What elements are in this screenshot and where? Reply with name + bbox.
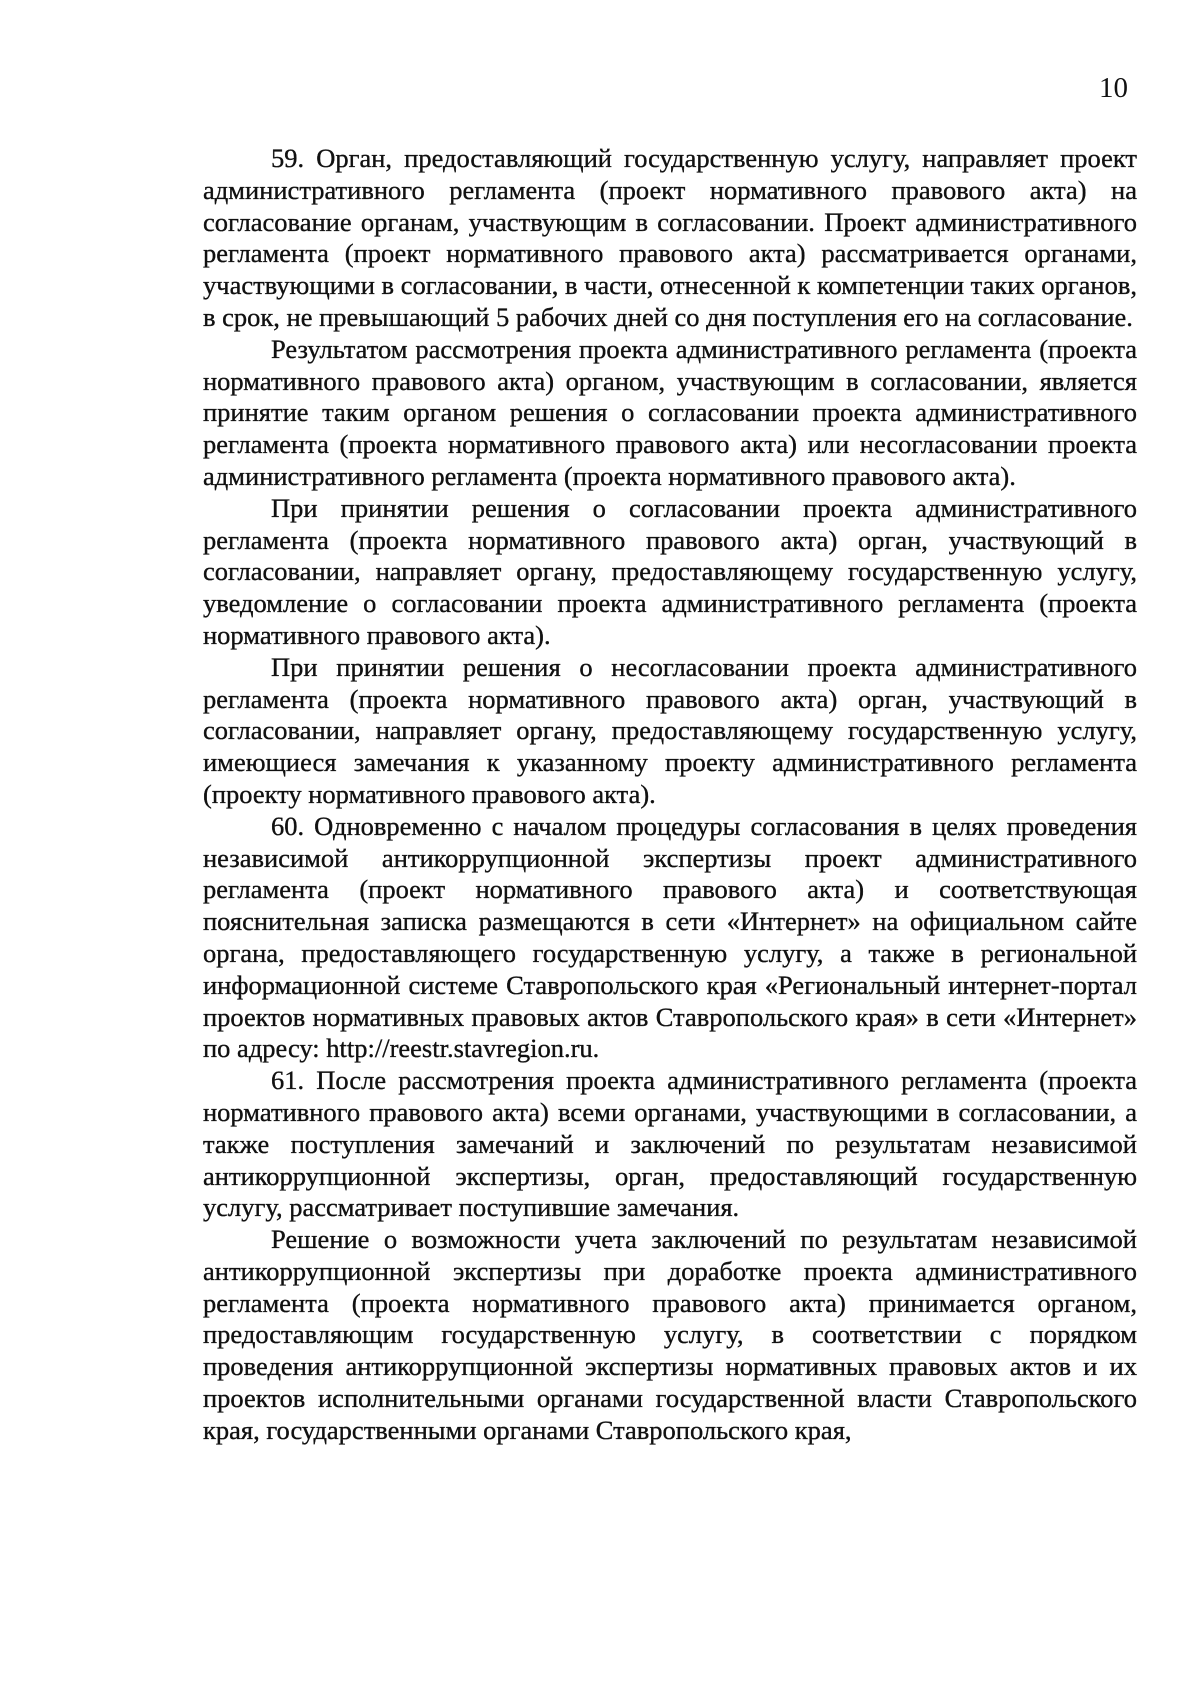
- page-number: 10: [1099, 72, 1128, 104]
- document-body: [203, 143, 1137, 1447]
- paragraph-59: 59. Орган, предоставляющий государственную услугу, направляет проект административного регламента (проект нормативного правового акта) на согласование органам, участвующим в согласовании. Проект административного регламента (проект нормативного правового акта) рассматривается органами, участвующими в согласовании, в части, отнесенной к компетенции таких органов, в срок, не превышающий 5 рабочих дней со дня поступления его на согласование.: [203, 143, 1137, 332]
- paragraph-60: 60. Одновременно с началом процедуры согласования в целях проведения независимой антикоррупционной экспертизы проект административного регламента (проект нормативного правового акта) и соответствующая пояснительная записка размещаются в сети «Интернет» на официальном сайте органа, предоставляющего государственную услугу, а также в региональной информационной системе Ставропольского края «Региональный интернет-портал проектов нормативных правовых актов Ставропольского края» в сети «Интернет» по адресу: http://reestr.stavregion.ru.: [203, 810, 1137, 1064]
- paragraph-expertise-decision: Решение о возможности учета заключений по результатам независимой антикоррупционной экспертизы при доработке проекта административного регламента (проекта нормативного правового акта) принимается органом, предоставляющим государственную услугу, в соответствии с порядком проведения антикоррупционной экспертизы нормативных правовых актов и их проектов исполнительными органами государственной власти Ставропольского края, государственными органами Ставропольского края,: [203, 1224, 1137, 1445]
- paragraph-disapproval-decision: При принятии решения о несогласовании проекта административного регламента (проекта нормативного правового акта) орган, участвующий в согласовании, направляет органу, предоставляющему государственную услугу, имеющиеся замечания к указанному проекту административного регламента (проекту нормативного правового акта).: [203, 651, 1137, 809]
- paragraph-61: 61. После рассмотрения проекта административного регламента (проекта нормативного правового акта) всеми органами, участвующими в согласовании, а также поступления замечаний и заключений по результатам независимой антикоррупционной экспертизы, орган, предоставляющий государственную услугу, рассматривает поступившие замечания.: [203, 1065, 1137, 1223]
- paragraph-approval-decision: При принятии решения о согласовании проекта административного регламента (проекта нормативного правового акта) орган, участвующий в согласовании, направляет органу, предоставляющему государственную услугу, уведомление о согласовании проекта административного регламента (проекта нормативного правового акта).: [203, 492, 1137, 650]
- paragraph-result-of-review: Результатом рассмотрения проекта административного регламента (проекта нормативного правового акта) органом, участвующим в согласовании, является принятие таким органом решения о согласовании проекта административного регламента (проекта нормативного правового акта) или несогласовании проекта административного регламента (проекта нормативного правового акта).: [203, 333, 1137, 491]
